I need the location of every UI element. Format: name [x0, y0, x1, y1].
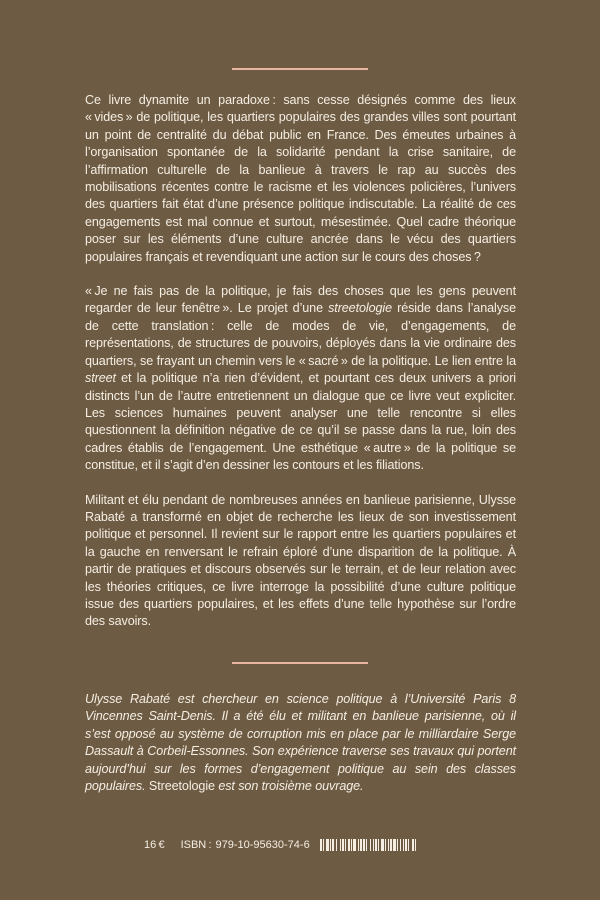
paragraph-2-term-street: street [85, 371, 116, 386]
paragraph-1 [85, 92, 516, 266]
isbn-number: 979-10-95630-74-6 [215, 839, 310, 851]
paragraph-1-text: Ce livre dynamite un paradoxe : sans cesse désignés comme des lieux « vides » de politique, les quartiers populaires des grandes villes sont pourtant un point de centralité du débat public en France. Des émeutes urbaines à l’organisation spontanée de la solidarité pendant la crise sanitaire, de l’affirmation culturelle de la banlieue à travers le rap au succès des mobilisations récentes contre le racisme et les violences policières, l’univers des quartiers fait état d’une présence politique indiscutable. La réalité de ces engagements est mal connue et surtout, mésestimée. Quel cadre théorique poser sur les éléments d’une culture ancrée dans le vécu des quartiers populaires français et revendiquant une action sur le cours des choses ? [85, 93, 516, 264]
paragraph-2-text-c: et la politique n’a rien d’évident, et pourtant ces deux univers a priori distincts l’un de l’autre entretiennent un dialogue que ce livre veut expliciter. Les sciences humaines peuvent analyser une telle rencontre si elles questionnent la définition négative de ce qu’il se passe dans la rue, loin des cadres établis de l’engagement. Une esthétique « autre » de la politique se constitue, et il s’agit d’en dessiner les contours et les filiations. [85, 371, 516, 473]
author-bio-text-end: est son troisième ouvrage. [214, 779, 364, 794]
paragraph-2-text-a: « Je ne fais pas de la politique, je fais des choses que les gens peuvent regarder de leur fenêtre ». Le projet d’une [85, 284, 516, 316]
paragraph-3-text: Militant et élu pendant de nombreuses années en banlieue parisienne, Ulysse Rabaté a transformé en objet de recherche les lieux de son investissement politique et personnel. Il revient sur le rapport entre les quartiers populaires et la gauche en renversant le refrain éploré d’une disparition de la politique. À partir de pratiques et discours observés sur le terrain, et de leur relation avec les théories critiques, ce livre interroge la possibilité d’une culture politique issue des quartiers populaires, et les effets d’une telle hypothèse sur l’ordre des savoirs. [85, 492, 516, 629]
paragraph-3 [85, 492, 516, 631]
author-bio [85, 691, 516, 795]
paragraph-2-text-b: réside dans l’analyse de cette translation : celle de modes de vie, d’engagements, de représentations, de structures de pouvoirs, déployés dans la vie ordinaire des quartiers, se frayant un chemin vers le « sacré » de la politique. Le lien entre la [85, 301, 516, 368]
author-bio-text: Ulysse Rabaté est chercheur en science politique à l’Université Paris 8 Vincennes Saint-Denis. Il a été élu et militant en banlieue parisienne, où il s’est opposé au système de corruption mis en place par le milliardaire Serge Dassault à Corbeil-Essonnes. Son expérience traverse ses travaux qui portent aujourd’hui sur les formes d’engagement politique au sein des classes populaires. [85, 692, 516, 794]
bottom-decorative-rule [232, 662, 368, 664]
paragraph-2-term-streetologie: streetologie [328, 301, 393, 316]
isbn-label: ISBN : [180, 839, 212, 851]
paragraph-2 [85, 283, 516, 474]
price: 16 € [144, 839, 165, 851]
back-cover-text [85, 92, 516, 648]
book-title: Streetologie [148, 779, 215, 794]
top-decorative-rule [232, 68, 368, 70]
barcode-icon [320, 839, 490, 851]
price-isbn-footer [144, 839, 490, 851]
